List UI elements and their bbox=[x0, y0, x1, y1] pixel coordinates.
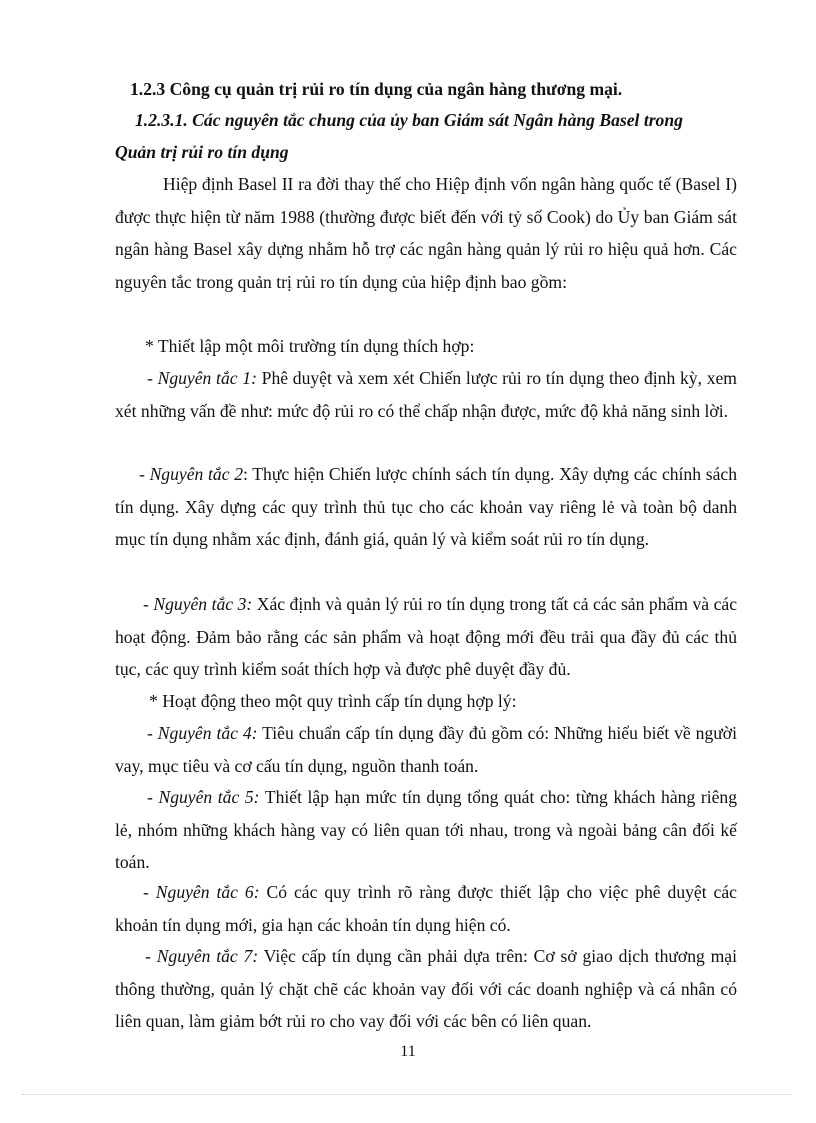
principle-4-text: Tiêu chuẩn cấp tín dụng đầy đủ gồm có: Những hiểu biết về người vay, mục tiêu và cơ cấu tín dụng, nguồn thanh toán. bbox=[115, 723, 737, 776]
principle-1-text: Phê duyệt và xem xét Chiến lược rủi ro tín dụng theo định kỳ, xem xét những vấn đề như: mức độ rủi ro có thể chấp nhận được, mức độ khả năng sinh lời. bbox=[115, 368, 737, 421]
principle-6-text: Có các quy trình rõ ràng được thiết lập cho việc phê duyệt các khoản tín dụng mới, gia hạn các khoản tín dụng hiện có. bbox=[115, 882, 737, 935]
group-heading-credit-process: * Hoạt động theo một quy trình cấp tín dụng hợp lý: bbox=[149, 691, 517, 711]
subsection-heading bbox=[115, 104, 737, 168]
principle-2-prefix: - bbox=[139, 464, 150, 484]
principle-3-text: Xác định và quản lý rủi ro tín dụng trong tất cả các sản phẩm và các hoạt động. Đảm bảo rằng các sản phẩm và hoạt động mới đều trải qua đầy đủ các thủ tục, các quy trình kiểm soát thích hợp và được phê duyệt đầy đủ. bbox=[115, 594, 737, 679]
principle-6-prefix: - bbox=[143, 882, 156, 902]
section-heading: 1.2.3 Công cụ quản trị rủi ro tín dụng của ngân hàng thương mại. bbox=[130, 79, 623, 99]
principle-5-prefix: - bbox=[147, 787, 159, 807]
page-bottom-divider bbox=[22, 1094, 792, 1095]
principle-1-label: Nguyên tắc 1: bbox=[157, 368, 257, 388]
principle-1 bbox=[115, 362, 737, 427]
principle-2-label: Nguyên tắc 2 bbox=[149, 464, 244, 484]
principle-3 bbox=[115, 588, 737, 686]
principle-6 bbox=[115, 876, 737, 941]
subsection-heading-line-1: 1.2.3.1. Các nguyên tắc chung của ủy ban Giám sát Ngân hàng Basel trong bbox=[135, 110, 683, 130]
page-number: 11 bbox=[400, 1043, 416, 1060]
principle-3-label: Nguyên tắc 3: bbox=[153, 594, 253, 614]
principle-3-prefix: - bbox=[143, 594, 154, 614]
principle-1-prefix: - bbox=[147, 368, 158, 388]
principle-5 bbox=[115, 781, 737, 879]
subsection-heading-line-2: Quản trị rủi ro tín dụng bbox=[115, 142, 289, 162]
group-heading-credit-environment: * Thiết lập một môi trường tín dụng thích hợp: bbox=[145, 336, 475, 356]
principle-2 bbox=[115, 458, 737, 556]
principle-6-label: Nguyên tắc 6: bbox=[155, 882, 260, 902]
principle-7-text: Việc cấp tín dụng cần phải dựa trên: Cơ sở giao dịch thương mại thông thường, quản lý chặt chẽ các khoản vay đối với các doanh nghiệp và cá nhân có liên quan, làm giảm bớt rủi ro cho vay đối với các bên có liên quan. bbox=[115, 946, 737, 1031]
principle-4-label: Nguyên tắc 4: bbox=[157, 723, 258, 743]
principle-5-label: Nguyên tắc 5: bbox=[158, 787, 260, 807]
intro-paragraph: Hiệp định Basel II ra đời thay thế cho Hiệp định vốn ngân hàng quốc tế (Basel I) được thực hiện từ năm 1988 (thường được biết đến với tỷ số Cook) do Ủy ban Giám sát ngân hàng Basel xây dựng nhằm hỗ trợ các ngân hàng quản lý rủi ro hiệu quả hơn. Các nguyên tắc trong quản trị rủi ro tín dụng của hiệp định bao gồm: bbox=[115, 174, 737, 292]
principle-5-text: Thiết lập hạn mức tín dụng tổng quát cho: từng khách hàng riêng lẻ, nhóm những khách hàng vay có liên quan tới nhau, trong và ngoài bảng cân đối kế toán. bbox=[115, 787, 737, 872]
principle-7-prefix: - bbox=[145, 946, 157, 966]
principle-4 bbox=[115, 717, 737, 782]
principle-7 bbox=[115, 940, 737, 1038]
principle-2-text: : Thực hiện Chiến lược chính sách tín dụng. Xây dựng các chính sách tín dụng. Xây dựng các quy trình thủ tục cho các khoản vay riêng lẻ và toàn bộ danh mục tín dụng nhằm xác định, đánh giá, quản lý và kiểm soát rủi ro tín dụng. bbox=[115, 464, 737, 549]
principle-7-label: Nguyên tắc 7: bbox=[156, 946, 259, 966]
principle-4-prefix: - bbox=[147, 723, 158, 743]
